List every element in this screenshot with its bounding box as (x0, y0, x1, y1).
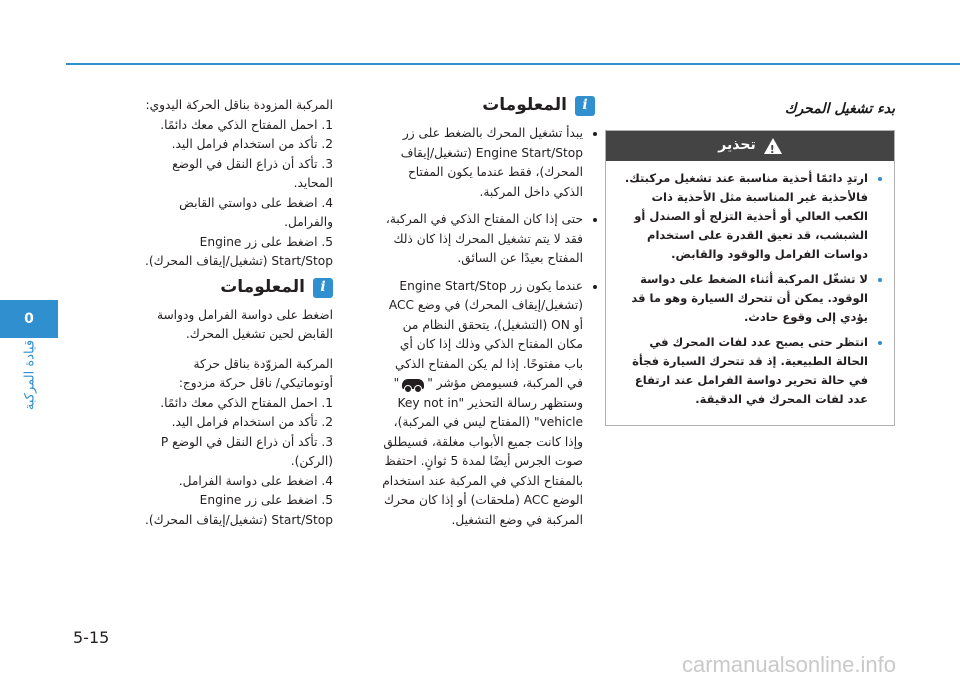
section-title: بدء تشغيل المحرك (784, 101, 895, 117)
info-icon: i (575, 96, 595, 116)
step-item: 3. تأكد أن ذراع النقل في الوضع المحايد. (172, 156, 333, 190)
step-item: 4. اضغط على دواسة الفرامل. (178, 473, 333, 488)
warning-item: • لا تشغّل المركبة أثناء الضغط على دواسة الوقود. يمكن أن تتحرك السيارة وهو ما قد يؤدي إلى وقوع حادث. (616, 270, 868, 327)
warning-box (605, 130, 895, 426)
header-rule (66, 63, 960, 65)
chapter-title: قيادة المركبة (22, 339, 38, 411)
step-item: 2. تأكد من استخدام فرامل اليد. (171, 415, 333, 429)
step-item: 5. اضغط على زر Engine Start/Stop (تشغيل/إيقاف المحرك). (145, 234, 333, 268)
warning-header (606, 131, 894, 161)
warning-title: تحذير (718, 136, 756, 153)
info-heading (140, 278, 333, 298)
auto-steps (140, 394, 333, 531)
info-bullet-text-a: عندما يكون زر Engine Start/Stop (تشغيل/إيقاف المحرك) في وضع ACC أو ON (التشغيل)، يتحقق النظام من مكان المفتاح الذكي وذلك إذا كان أي باب مفتوحًا. إذا لم يكن المفتاح الذكي في المركبة، فسيومض مؤشر " (388, 278, 583, 390)
chapter-number: 0 (24, 311, 34, 327)
step-item: 1. احمل المفتاح الذكي معك دائمًا. (160, 395, 333, 410)
column-procedure (140, 96, 333, 536)
info-heading (380, 96, 595, 116)
column-engine-start (605, 96, 895, 426)
chapter-tab[interactable] (0, 300, 58, 338)
manual-intro: المركبة المزودة بناقل الحركة اليدوي: (145, 98, 333, 112)
info-bullet: • حتى إذا كان المفتاح الذكي في المركبة، فقد لا يتم تشغيل المحرك إذا كان ذلك المفتاح بعيدًا عن السائق. (380, 210, 583, 269)
watermark: carmanualsonline.info (681, 652, 896, 677)
step-item: 3. تأكد أن ذراع النقل في الوضع P (الركن). (160, 434, 333, 468)
page-number: 5-15 (73, 628, 110, 647)
step-item: 2. تأكد من استخدام فرامل اليد. (171, 137, 333, 151)
info-icon: i (313, 278, 333, 298)
step-item: 5. اضغط على زر Engine Start/Stop (تشغيل/إيقاف المحرك). (145, 493, 333, 527)
info-heading-text: المعلومات (220, 276, 305, 297)
warning-item: • انتظر حتى يصبح عدد لفات المحرك في الحالة الطبيعية. إذ قد تتحرك السيارة فجأة في حالة تحرير دواسة الفرامل عند ارتفاع عدد لفات المحرك في الدقيقة. (616, 333, 868, 409)
auto-intro: المركبة المزوّدة بناقل حركة أوتوماتيكي/ ناقل حركة مزدوج: (178, 356, 333, 390)
info-text: اضغط على دواسة الفرامل ودواسة القابض لحين تشغيل المحرك. (156, 307, 333, 341)
warning-item: • ارتدِ دائمًا أحذية مناسبة عند تشغيل مركبتك. فالأحذية غير المناسبة مثل الأحذية ذات الكعب العالي أو أحذية التزلج أو الصندل أو الشبشب، قد تعيق القدرة على استخدام دواسات الفرامل والوقود والقابض. (616, 169, 868, 264)
manual-steps (140, 116, 333, 272)
warning-icon (764, 138, 782, 154)
column-information (380, 96, 595, 538)
info-bullet (380, 277, 583, 531)
step-item: 1. احمل المفتاح الذكي معك دائمًا. (160, 117, 333, 132)
info-bullet: • يبدأ تشغيل المحرك بالضغط على زر Engine Start/Stop (تشغيل/إيقاف المحرك)، فقط عندما يكون المفتاح الذكي داخل المركبة. (380, 124, 583, 202)
step-item: 4. اضغط على دواستي القابض والفرامل. (179, 195, 333, 229)
warning-body (606, 161, 894, 425)
car-key-indicator-icon (402, 379, 424, 389)
info-bullet-text-b: " وستظهر رسالة التحذير "Key not in vehicle" (المفتاح ليس في المركبة)، وإذا كانت جميع الأبواب مغلقة، فسيطلق صوت الجرس أيضًا لمدة 5 ثوانٍ. احتفظ بالمفتاح الذكي في المركبة عند استخدام الوضع ACC (ملحقات) أو إذا كان محرك المركبة في وضع التشغيل. (382, 376, 583, 527)
info-heading-text: المعلومات (482, 95, 567, 116)
